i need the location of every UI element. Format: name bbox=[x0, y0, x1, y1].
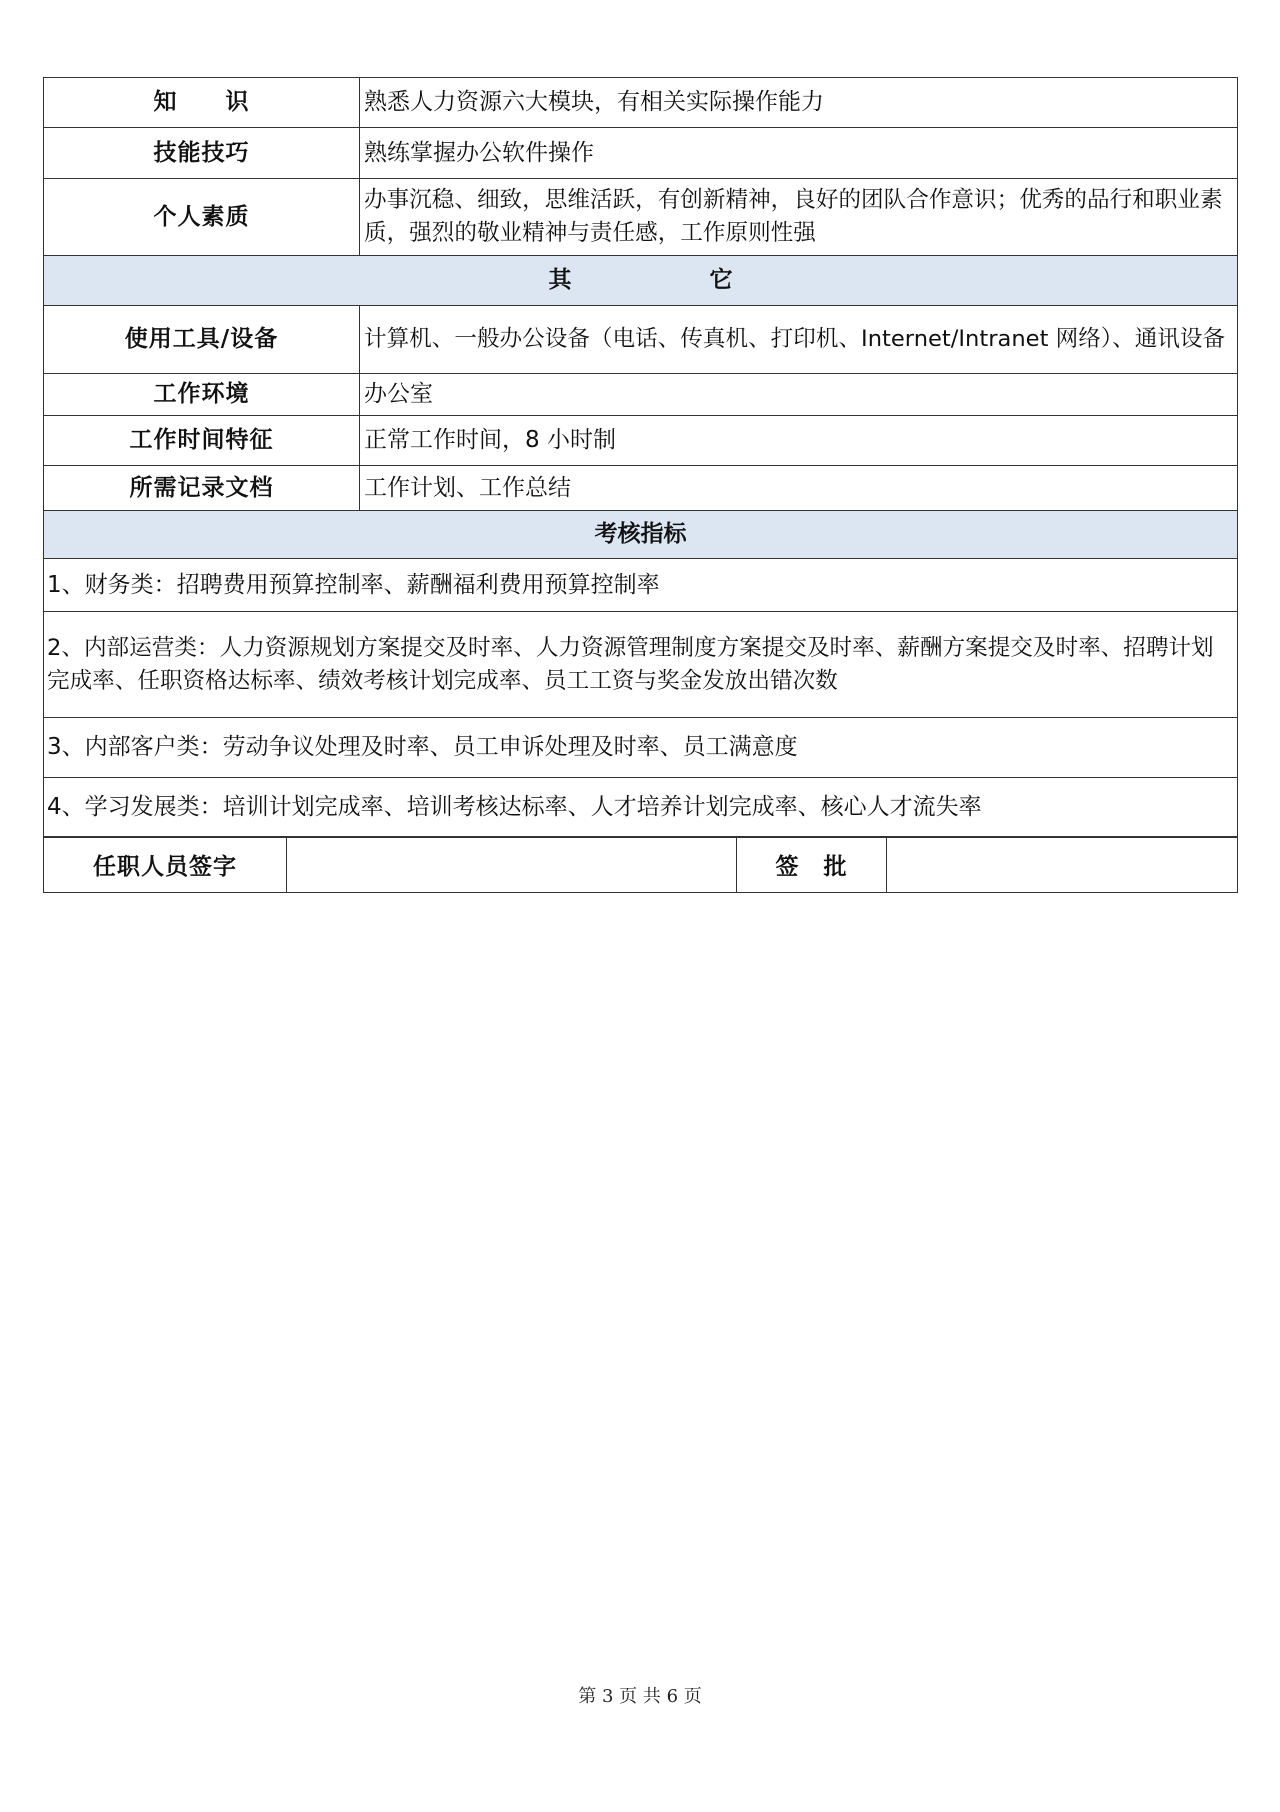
table-row bbox=[44, 128, 1238, 179]
quality-label: 个人素质 bbox=[44, 179, 360, 256]
kpi-item-4: 4、学习发展类：培训计划完成率、培训考核达标率、人才培养计划完成率、核心人才流失率 bbox=[44, 778, 1238, 838]
staff-signature-label: 任职人员签字 bbox=[44, 837, 287, 893]
approve-field[interactable] bbox=[887, 837, 1238, 893]
tools-value: 计算机、一般办公设备（电话、传真机、打印机、Internet/Intranet 网络）、通讯设备 bbox=[360, 306, 1238, 374]
knowledge-value: 熟悉人力资源六大模块，有相关实际操作能力 bbox=[360, 78, 1238, 128]
staff-signature-field[interactable] bbox=[287, 837, 737, 893]
page-footer: 第 3 页 共 6 页 bbox=[578, 1686, 702, 1707]
table-row bbox=[44, 78, 1238, 128]
kpi-item-2: 2、内部运营类：人力资源规划方案提交及时率、人力资源管理制度方案提交及时率、薪酬方案提交及时率、招聘计划完成率、任职资格达标率、绩效考核计划完成率、员工工资与奖金发放出错次数 bbox=[44, 612, 1238, 718]
list-item bbox=[44, 718, 1238, 778]
list-item bbox=[44, 559, 1238, 612]
env-label: 工作环境 bbox=[44, 374, 360, 416]
docs-label: 所需记录文档 bbox=[44, 466, 360, 511]
table-row bbox=[44, 466, 1238, 511]
skills-value: 熟练掌握办公软件操作 bbox=[360, 128, 1238, 179]
skills-label: 技能技巧 bbox=[44, 128, 360, 179]
list-item bbox=[44, 778, 1238, 838]
list-item bbox=[44, 612, 1238, 718]
tools-label: 使用工具/设备 bbox=[44, 306, 360, 374]
env-value: 办公室 bbox=[360, 374, 1238, 416]
kpi-item-3: 3、内部客户类：劳动争议处理及时率、员工申诉处理及时率、员工满意度 bbox=[44, 718, 1238, 778]
table-row bbox=[44, 416, 1238, 466]
section-header-other bbox=[44, 256, 1238, 306]
kpi-header: 考核指标 bbox=[44, 511, 1238, 559]
time-value: 正常工作时间，8 小时制 bbox=[360, 416, 1238, 466]
table-row bbox=[44, 374, 1238, 416]
table-row bbox=[44, 306, 1238, 374]
other-header: 其 它 bbox=[44, 256, 1238, 306]
table-row bbox=[44, 179, 1238, 256]
kpi-item-1: 1、财务类：招聘费用预算控制率、薪酬福利费用预算控制率 bbox=[44, 559, 1238, 612]
signature-table bbox=[43, 836, 1238, 893]
knowledge-label: 知 识 bbox=[44, 78, 360, 128]
section-header-kpi bbox=[44, 511, 1238, 559]
job-description-table bbox=[43, 77, 1238, 838]
signature-row bbox=[44, 837, 1238, 893]
approve-label: 签 批 bbox=[737, 837, 887, 893]
docs-value: 工作计划、工作总结 bbox=[360, 466, 1238, 511]
time-label: 工作时间特征 bbox=[44, 416, 360, 466]
quality-value: 办事沉稳、细致，思维活跃，有创新精神，良好的团队合作意识；优秀的品行和职业素质，强烈的敬业精神与责任感，工作原则性强 bbox=[360, 179, 1238, 256]
